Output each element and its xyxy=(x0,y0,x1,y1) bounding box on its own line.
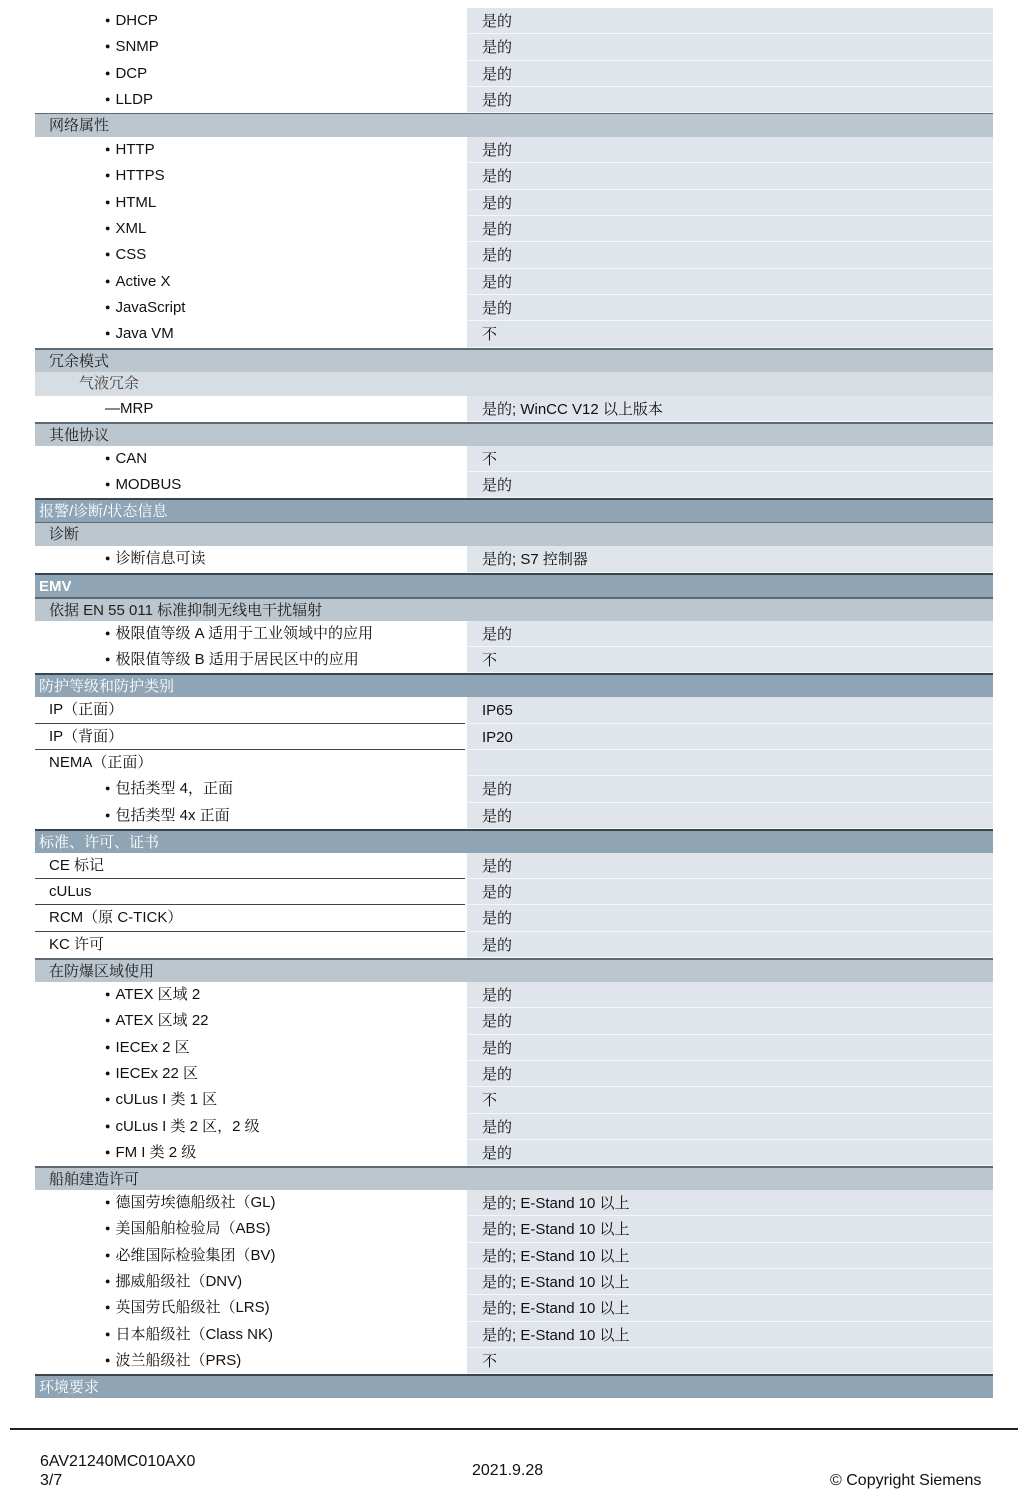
spec-row xyxy=(35,1243,993,1269)
spec-row xyxy=(35,1087,993,1113)
spec-row xyxy=(35,647,993,673)
spec-value: 是的 xyxy=(467,34,993,60)
spec-label: ● Active X xyxy=(35,269,465,295)
spec-value: 是的 xyxy=(467,1114,993,1140)
footer-left xyxy=(40,1452,195,1490)
spec-value: 是的 xyxy=(467,776,993,802)
spec-label: ● 包括类型 4x 正面 xyxy=(35,803,465,829)
spec-value: 是的 xyxy=(467,190,993,216)
group-header: 冗余模式 xyxy=(35,348,993,372)
spec-row xyxy=(35,1140,993,1166)
spec-label: — MRP xyxy=(35,396,465,422)
spec-label: ● Java VM xyxy=(35,321,465,347)
spec-label: ● HTTPS xyxy=(35,163,465,189)
spec-label: ● 波兰船级社（PRS) xyxy=(35,1348,465,1374)
spec-value: 是的 xyxy=(467,1140,993,1166)
spec-value: 是的 xyxy=(467,853,993,879)
spec-row xyxy=(35,1061,993,1087)
spec-value: 是的 xyxy=(467,137,993,163)
section-header: 标准、许可、证书 xyxy=(35,829,993,853)
group-header: 依据 EN 55 011 标准抑制无线电干扰辐射 xyxy=(35,597,993,621)
spec-value: 是的 xyxy=(467,879,993,905)
spec-row xyxy=(35,1114,993,1140)
spec-label: ● DHCP xyxy=(35,8,465,34)
spec-label: ● 日本船级社（Class NK) xyxy=(35,1322,465,1348)
spec-value: 是的 xyxy=(467,803,993,829)
spec-value: 是的 xyxy=(467,932,993,958)
spec-value: 是的 xyxy=(467,87,993,113)
spec-label: IP（背面） xyxy=(35,724,465,750)
spec-row xyxy=(35,87,993,113)
spec-label: ● HTTP xyxy=(35,137,465,163)
spec-value: 是的 xyxy=(467,1008,993,1034)
spec-row xyxy=(35,61,993,87)
spec-value: 是的; E-Stand 10 以上 xyxy=(467,1243,993,1269)
article-number: 6AV21240MC010AX0 xyxy=(40,1453,196,1470)
spec-label: ● 必维国际检验集团（BV) xyxy=(35,1243,465,1269)
spec-row xyxy=(35,1269,993,1295)
spec-row xyxy=(35,163,993,189)
spec-value: 是的 xyxy=(467,242,993,268)
spec-value: IP20 xyxy=(467,724,993,750)
group-header: 网络属性 xyxy=(35,113,993,137)
spec-row xyxy=(35,190,993,216)
spec-label: ● LLDP xyxy=(35,87,465,113)
spec-label: ● SNMP xyxy=(35,34,465,60)
spec-label: CE 标记 xyxy=(35,853,465,879)
spec-value: 不 xyxy=(467,1087,993,1113)
spec-row xyxy=(35,853,993,879)
spec-label: ● ATEX 区域 22 xyxy=(35,1008,465,1034)
spec-row xyxy=(35,472,993,498)
spec-label: RCM（原 C-TICK） xyxy=(35,905,465,931)
spec-row xyxy=(35,905,993,931)
footer-copyright: © Copyright Siemens xyxy=(830,1472,982,1489)
spec-label: ● 极限值等级 A 适用于工业领域中的应用 xyxy=(35,621,465,647)
group-header: 其他协议 xyxy=(35,422,993,446)
spec-value: 是的 xyxy=(467,269,993,295)
spec-value: 不 xyxy=(467,321,993,347)
spec-value: 是的 xyxy=(467,905,993,931)
spec-label: ● IECEx 2 区 xyxy=(35,1035,465,1061)
spec-value: 是的 xyxy=(467,982,993,1008)
spec-label: ● 德国劳埃德船级社（GL) xyxy=(35,1190,465,1216)
spec-row xyxy=(35,242,993,268)
spec-row xyxy=(35,1190,993,1216)
spec-label: ● 美国船舶检验局（ABS) xyxy=(35,1216,465,1242)
spec-row xyxy=(35,8,993,34)
spec-row xyxy=(35,1295,993,1321)
spec-row xyxy=(35,697,993,723)
spec-value: 是的; E-Stand 10 以上 xyxy=(467,1295,993,1321)
spec-row xyxy=(35,724,993,750)
spec-value: 是的 xyxy=(467,8,993,34)
spec-label: ● XML xyxy=(35,216,465,242)
spec-label: KC 许可 xyxy=(49,935,105,953)
spec-label: NEMA（正面） xyxy=(49,753,153,771)
spec-label: ● cULus I 类 2 区，2 级 xyxy=(35,1114,465,1140)
spec-value: 是的; E-Stand 10 以上 xyxy=(467,1322,993,1348)
spec-value: 是的 xyxy=(467,61,993,87)
spec-row xyxy=(35,1216,993,1242)
spec-value: 是的; E-Stand 10 以上 xyxy=(467,1269,993,1295)
spec-label: ● 挪威船级社（DNV) xyxy=(35,1269,465,1295)
spec-label: ● FM I 类 2 级 xyxy=(35,1140,465,1166)
spec-label: ● HTML xyxy=(35,190,465,216)
spec-row xyxy=(35,982,993,1008)
spec-label: ● CAN xyxy=(35,446,465,472)
section-header: EMV xyxy=(35,573,993,597)
spec-row xyxy=(35,321,993,347)
spec-label: ● cULus I 类 1 区 xyxy=(35,1087,465,1113)
spec-table xyxy=(35,8,993,1398)
spec-row xyxy=(35,269,993,295)
spec-label: ● IECEx 22 区 xyxy=(35,1061,465,1087)
spec-row xyxy=(35,803,993,829)
spec-label: ● 诊断信息可读 xyxy=(35,546,465,572)
spec-value: 是的; E-Stand 10 以上 xyxy=(467,1190,993,1216)
bottom-rule xyxy=(10,1428,1018,1430)
spec-row xyxy=(35,1035,993,1061)
spec-label: ● JavaScript xyxy=(35,295,465,321)
spec-value: 是的 xyxy=(467,216,993,242)
spec-value: 是的 xyxy=(467,472,993,498)
spec-value xyxy=(467,750,993,776)
spec-row xyxy=(35,932,993,958)
spec-row xyxy=(35,137,993,163)
spec-label: ● MODBUS xyxy=(35,472,465,498)
group-header: 船舶建造许可 xyxy=(35,1166,993,1190)
spec-row xyxy=(35,216,993,242)
spec-value: 不 xyxy=(467,1348,993,1374)
spec-value: 是的 xyxy=(467,1035,993,1061)
footer-date: 2021.9.28 xyxy=(472,1462,544,1479)
spec-row xyxy=(35,1322,993,1348)
group-header: 气液冗余 xyxy=(35,372,993,396)
spec-value: 是的 xyxy=(467,621,993,647)
spec-label: IP（正面） xyxy=(35,697,465,723)
section-header: 报警/诊断/状态信息 xyxy=(35,498,993,522)
spec-label: cULus xyxy=(35,879,465,905)
spec-label: ● CSS xyxy=(35,242,465,268)
spec-value: IP65 xyxy=(467,697,993,723)
spec-row xyxy=(35,34,993,60)
spec-value: 不 xyxy=(467,647,993,673)
spec-row xyxy=(35,750,993,776)
spec-value: 是的; S7 控制器 xyxy=(467,546,993,572)
spec-row xyxy=(35,776,993,802)
spec-row xyxy=(35,396,993,422)
spec-row xyxy=(35,621,993,647)
spec-row xyxy=(35,446,993,472)
spec-row xyxy=(35,1348,993,1374)
spec-row xyxy=(35,546,993,572)
spec-row xyxy=(35,295,993,321)
spec-label: ● 英国劳氏船级社（LRS) xyxy=(35,1295,465,1321)
spec-value: 是的; E-Stand 10 以上 xyxy=(467,1216,993,1242)
spec-label: ● 包括类型 4，正面 xyxy=(35,776,465,802)
group-header: 在防爆区域使用 xyxy=(35,958,993,982)
spec-label: ● 极限值等级 B 适用于居民区中的应用 xyxy=(35,647,465,673)
page-number: 3/7 xyxy=(40,1472,63,1489)
spec-label: ● DCP xyxy=(35,61,465,87)
spec-value: 是的 xyxy=(467,295,993,321)
group-header: 诊断 xyxy=(35,522,993,546)
spec-row xyxy=(35,1008,993,1034)
section-header: 防护等级和防护类别 xyxy=(35,673,993,697)
spec-value: 是的 xyxy=(467,163,993,189)
spec-row xyxy=(35,879,993,905)
spec-value: 是的 xyxy=(467,1061,993,1087)
spec-value: 是的; WinCC V12 以上版本 xyxy=(467,396,993,422)
spec-value: 不 xyxy=(467,446,993,472)
section-header: 环境要求 xyxy=(35,1374,993,1398)
spec-label: ● ATEX 区域 2 xyxy=(35,982,465,1008)
